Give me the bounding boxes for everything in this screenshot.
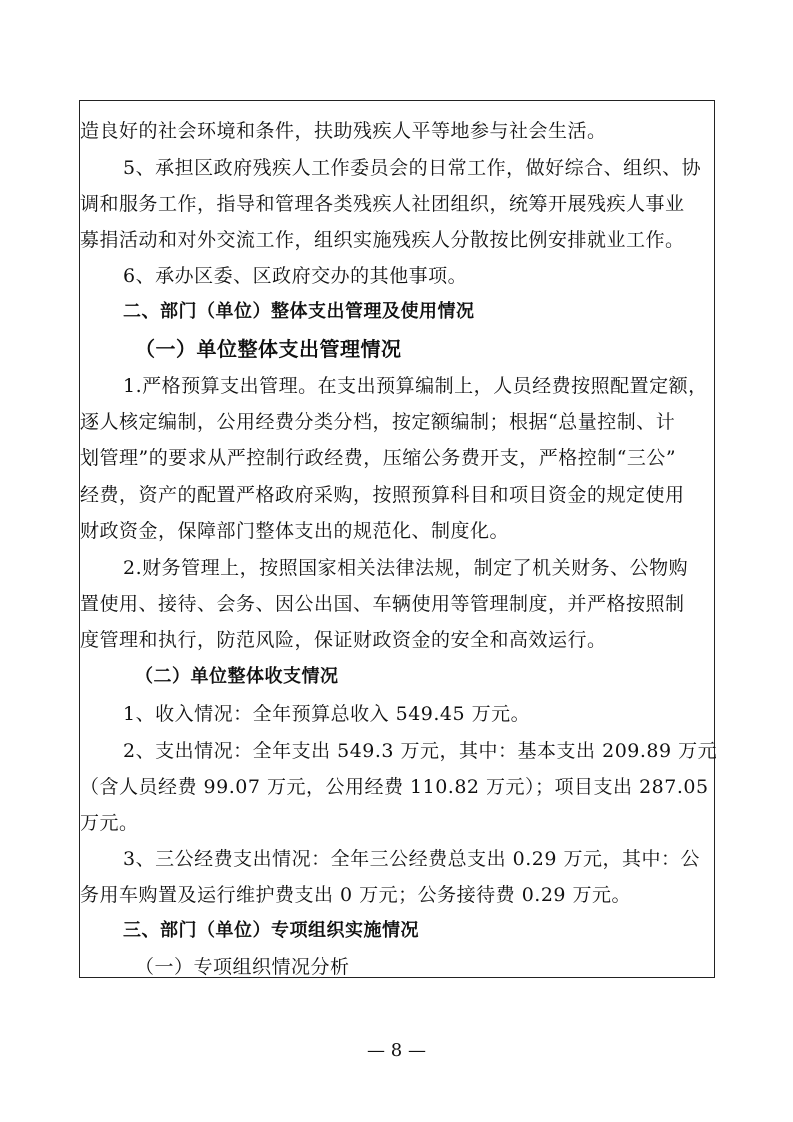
paragraph-line: 造良好的社会环境和条件，扶助残疾人平等地参与社会生活。 bbox=[80, 120, 607, 142]
paragraph-line: 经费，资产的配置严格政府采购，按照预算科目和项目资金的规定使用 bbox=[80, 484, 685, 506]
paragraph-line: 逐人核定编制，公用经费分类分档，按定额编制；根据“总量控制、计 bbox=[80, 411, 676, 433]
section-heading: 三、部门（单位）专项组织实施情况 bbox=[123, 920, 419, 941]
paragraph-line: 调和服务工作，指导和管理各类残疾人社团组织，统筹开展残疾人事业 bbox=[80, 193, 685, 215]
paragraph-line: 度管理和执行，防范风险，保证财政资金的安全和高效运行。 bbox=[80, 629, 607, 651]
page-number: — 8 — bbox=[367, 1040, 426, 1061]
paragraph-line: 5、承担区政府残疾人工作委员会的日常工作，做好综合、组织、协 bbox=[123, 157, 702, 179]
paragraph-line: 务用车购置及运行维护费支出 0 万元；公务接待费 0.29 万元。 bbox=[80, 884, 632, 906]
section-heading: 二、部门（单位）整体支出管理及使用情况 bbox=[123, 301, 475, 322]
paragraph-line: 6、承办区委、区政府交办的其他事项。 bbox=[123, 265, 468, 287]
paragraph-line: 1.严格预算支出管理。在支出预算编制上，人员经费按照配置定额， bbox=[123, 375, 708, 397]
paragraph-line: 2、支出情况：全年支出 549.3 万元，其中：基本支出 209.89 万元 bbox=[123, 740, 718, 762]
paragraph-line: 置使用、接待、会务、因公出国、车辆使用等管理制度，并严格按照制 bbox=[80, 593, 685, 615]
paragraph-line: 1、收入情况：全年预算总收入 549.45 万元。 bbox=[123, 703, 531, 725]
paragraph-line: 万元。 bbox=[80, 812, 139, 834]
subsection-heading: （二）单位整体收支情况 bbox=[135, 666, 339, 687]
paragraph-line: （含人员经费 99.07 万元，公用经费 110.82 万元）；项目支出 287.05 bbox=[80, 776, 709, 798]
paragraph-line: 3、三公经费支出情况：全年三公经费总支出 0.29 万元，其中：公 bbox=[123, 848, 700, 870]
paragraph-line: 2.财务管理上，按照国家相关法律法规，制定了机关财务、公物购 bbox=[123, 557, 689, 579]
paragraph-line: 财政资金，保障部门整体支出的规范化、制度化。 bbox=[80, 520, 510, 542]
paragraph-line: 募捐活动和对外交流工作，组织实施残疾人分散按比例安排就业工作。 bbox=[80, 229, 685, 251]
subsection-heading: （一）专项组织情况分析 bbox=[135, 956, 350, 978]
paragraph-line: 划管理”的要求从严控制行政经费，压缩公务费开支，严格控制“三公” bbox=[80, 447, 677, 469]
subsection-heading: （一）单位整体支出管理情况 bbox=[135, 337, 402, 361]
content-frame bbox=[79, 100, 718, 978]
